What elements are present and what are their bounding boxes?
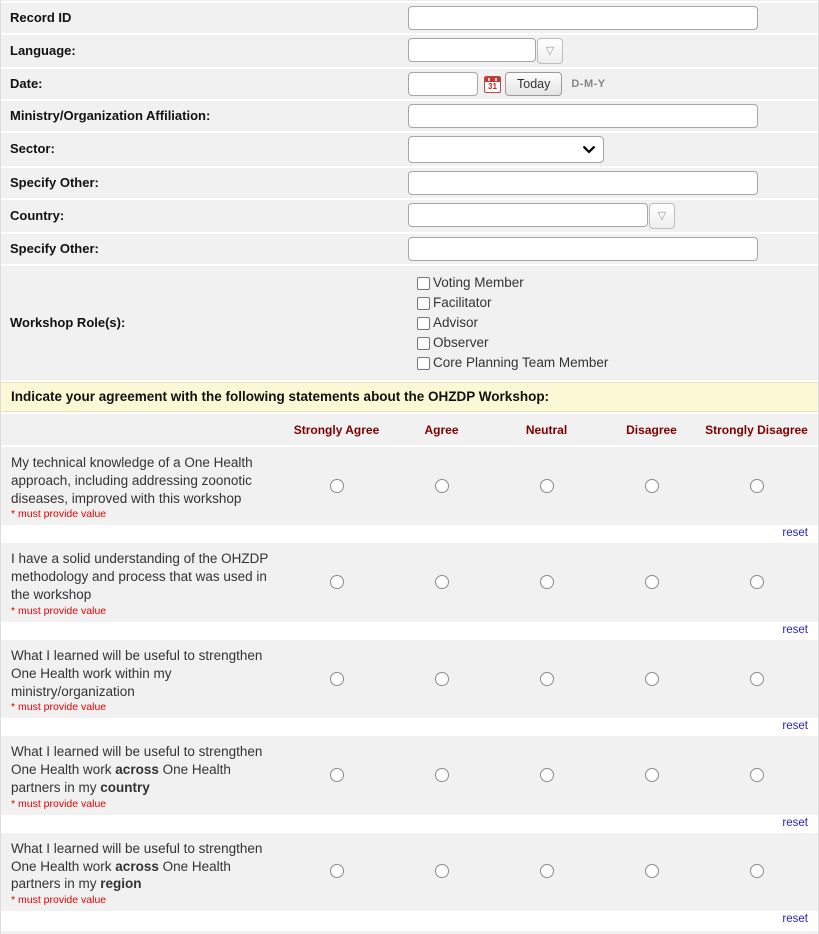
radio-strongly-agree[interactable]	[330, 672, 344, 686]
chevron-down-icon: ▽	[545, 44, 555, 57]
field-row-language	[1, 35, 818, 67]
radio-strongly-disagree[interactable]	[750, 864, 764, 878]
sector-select[interactable]	[408, 136, 604, 163]
field-row-specify-other-2	[1, 234, 818, 264]
radio-agree[interactable]	[435, 672, 449, 686]
reset-link[interactable]: reset	[782, 527, 808, 540]
advisor-checkbox[interactable]	[417, 317, 430, 330]
column-header-strongly-agree: Strongly Agree	[293, 422, 380, 437]
language-input[interactable]	[408, 38, 536, 62]
field-row-workshop-roles	[1, 266, 818, 380]
today-button[interactable]: Today	[505, 72, 562, 96]
matrix-header-row	[1, 414, 818, 445]
specify-other-1-input[interactable]	[408, 171, 758, 195]
record-id-input[interactable]	[408, 6, 758, 30]
checkbox-facilitator[interactable]: Facilitator	[417, 293, 608, 313]
record-id-label: Record ID	[10, 9, 72, 25]
column-header-disagree: Disagree	[626, 422, 677, 437]
required-note: * must provide value	[11, 797, 107, 810]
radio-disagree[interactable]	[645, 672, 659, 686]
date-input[interactable]	[408, 72, 478, 96]
chevron-down-icon: ▽	[657, 209, 667, 222]
matrix-row	[1, 833, 818, 929]
matrix-question: What I learned will be useful to strengthen One Health work across One Health partners in my country	[11, 744, 263, 795]
calendar-icon[interactable]: 31	[484, 76, 501, 93]
required-note: * must provide value	[11, 604, 107, 617]
radio-agree[interactable]	[435, 864, 449, 878]
radio-strongly-disagree[interactable]	[750, 575, 764, 589]
checkbox-observer[interactable]: Observer	[417, 333, 608, 353]
field-row-sector	[1, 133, 818, 166]
field-row-date	[1, 69, 818, 99]
radio-disagree[interactable]	[645, 479, 659, 493]
matrix-row	[1, 640, 818, 736]
reset-link[interactable]: reset	[782, 720, 808, 733]
required-note: * must provide value	[11, 701, 107, 714]
reset-link[interactable]: reset	[782, 816, 808, 829]
field-row-specify-other-1	[1, 168, 818, 198]
radio-strongly-agree[interactable]	[330, 575, 344, 589]
radio-strongly-disagree[interactable]	[750, 768, 764, 782]
matrix-question: My technical knowledge of a One Health approach, including addressing zoonotic diseases, improved with this workshop	[11, 455, 253, 506]
specify-other-2-label: Specify Other:	[10, 240, 99, 256]
required-note: * must provide value	[11, 894, 107, 907]
radio-agree[interactable]	[435, 479, 449, 493]
specify-other-2-input[interactable]	[408, 237, 758, 261]
reset-link[interactable]: reset	[782, 913, 808, 926]
radio-neutral[interactable]	[540, 672, 554, 686]
matrix-question: I have a solid understanding of the OHZDP methodology and process that was used in the workshop	[11, 551, 269, 603]
country-combobox	[408, 203, 675, 229]
matrix-row	[1, 543, 818, 639]
radio-agree[interactable]	[435, 768, 449, 782]
field-row-ministry	[1, 101, 818, 131]
specify-other-1-label: Specify Other:	[10, 174, 99, 190]
radio-neutral[interactable]	[540, 768, 554, 782]
reset-link[interactable]: reset	[782, 623, 808, 636]
language-dropdown-button[interactable]	[537, 38, 563, 64]
radio-disagree[interactable]	[645, 768, 659, 782]
language-combobox	[408, 38, 563, 64]
checkbox-voting-member[interactable]: Voting Member	[417, 273, 608, 293]
workshop-roles-label: Workshop Role(s):	[10, 314, 126, 330]
matrix-row	[1, 447, 818, 543]
sector-label: Sector:	[10, 141, 55, 157]
radio-neutral[interactable]	[540, 479, 554, 493]
ministry-input[interactable]	[408, 104, 758, 128]
field-row-record-id	[1, 3, 818, 33]
radio-agree[interactable]	[435, 575, 449, 589]
date-label: Date:	[10, 75, 43, 91]
checkbox-advisor[interactable]: Advisor	[417, 313, 608, 333]
column-header-agree: Agree	[424, 422, 459, 437]
column-header-strongly-disagree: Strongly Disagree	[705, 422, 808, 437]
core-planning-team-member-checkbox[interactable]	[417, 357, 430, 370]
next-row-edge	[1, 929, 818, 934]
voting-member-checkbox[interactable]	[417, 277, 430, 290]
checkbox-core-planning-team-member[interactable]: Core Planning Team Member	[417, 353, 608, 373]
matrix-question: What I learned will be useful to strengthen One Health work across One Health partners in my region	[11, 840, 263, 892]
facilitator-checkbox[interactable]	[417, 297, 430, 310]
radio-strongly-agree[interactable]	[330, 864, 344, 878]
country-label: Country:	[10, 207, 65, 223]
radio-neutral[interactable]	[540, 575, 554, 589]
radio-disagree[interactable]	[645, 864, 659, 878]
radio-strongly-disagree[interactable]	[750, 479, 764, 493]
required-note: * must provide value	[11, 508, 107, 521]
radio-neutral[interactable]	[540, 864, 554, 878]
ministry-label: Ministry/Organization Affiliation:	[10, 107, 211, 123]
field-row-country	[1, 200, 818, 232]
country-input[interactable]	[408, 203, 648, 227]
section-header: Indicate your agreement with the following statements about the OHZDP Workshop:	[1, 382, 818, 412]
radio-strongly-agree[interactable]	[330, 479, 344, 493]
date-format-hint: D-M-Y	[571, 78, 606, 90]
radio-disagree[interactable]	[645, 575, 659, 589]
column-header-neutral: Neutral	[525, 422, 568, 437]
observer-checkbox[interactable]	[417, 337, 430, 350]
matrix-question: What I learned will be useful to strengthen One Health work within my ministry/organization	[11, 647, 263, 699]
language-label: Language:	[10, 42, 76, 58]
matrix-row	[1, 736, 818, 832]
radio-strongly-disagree[interactable]	[750, 672, 764, 686]
radio-strongly-agree[interactable]	[330, 768, 344, 782]
country-dropdown-button[interactable]	[649, 203, 675, 229]
